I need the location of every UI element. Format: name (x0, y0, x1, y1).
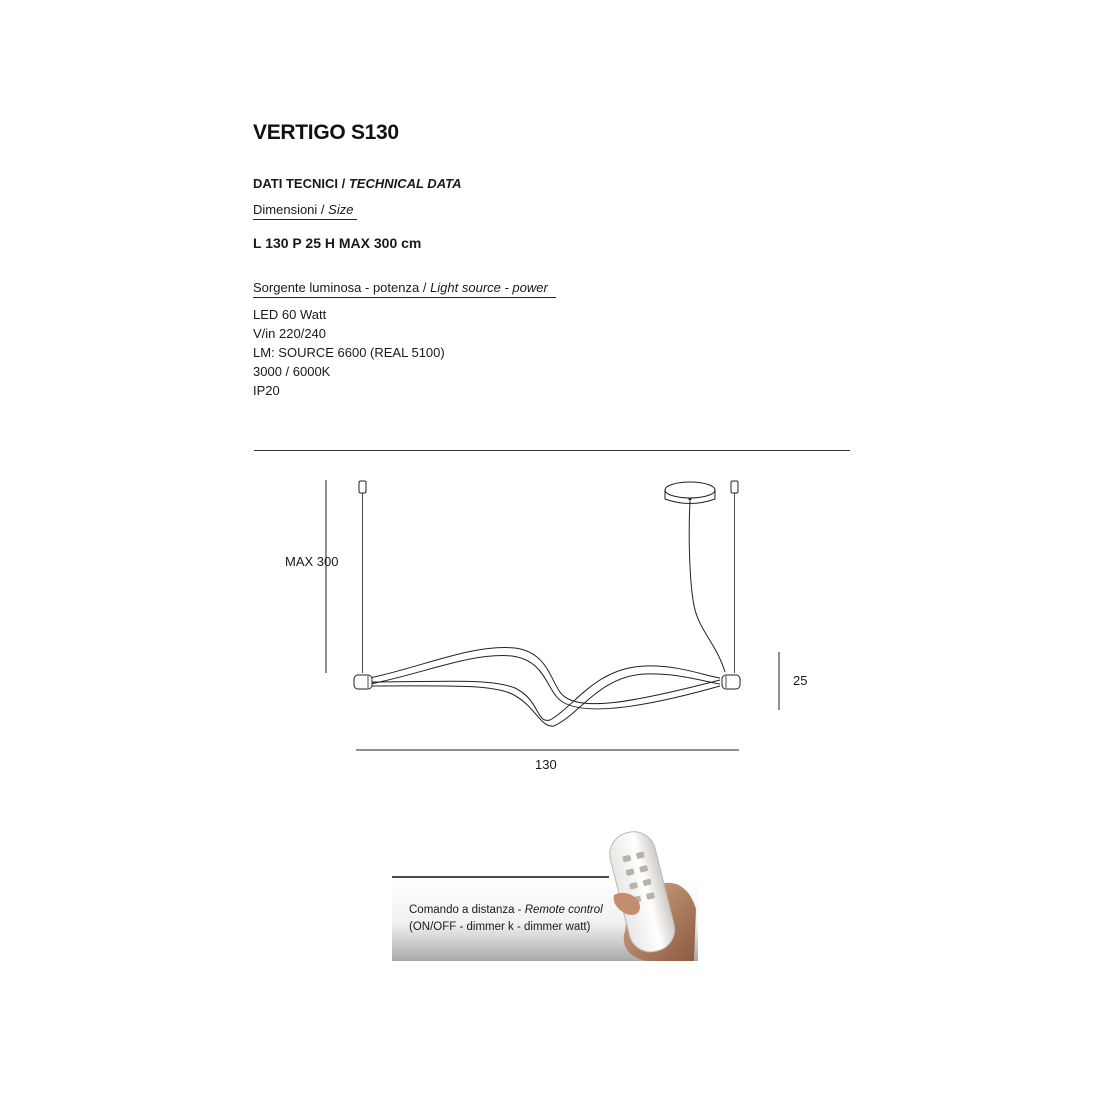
light-source-label-en: Light source - power (430, 280, 548, 295)
height-dimension-label: MAX 300 (285, 554, 339, 569)
right-ceiling-anchor (731, 481, 738, 493)
left-ceiling-anchor (359, 481, 366, 493)
light-source-label-it: Sorgente luminosa - potenza (253, 280, 420, 295)
spec-item: LED 60 Watt (253, 307, 327, 322)
remote-control-functions: (ON/OFF - dimmer k - dimmer watt) (409, 921, 591, 933)
dimensions-value: L 130 P 25 H MAX 300 cm (253, 235, 422, 251)
remote-title-en: Remote control (524, 904, 603, 916)
depth-dimension-label: 25 (793, 673, 808, 688)
led-band (370, 648, 720, 727)
width-dimension-label: 130 (535, 757, 557, 772)
remote-title-separator: - (514, 904, 525, 916)
remote-title-it: Comando a distanza (409, 904, 515, 916)
spec-item: V/in 220/240 (253, 326, 327, 341)
size-label-en: Size (328, 202, 354, 217)
section-divider (254, 450, 850, 451)
size-label (253, 202, 357, 220)
remote-control-title (409, 902, 603, 919)
spec-item: LM: SOURCE 6600 (REAL 5100) (253, 345, 445, 360)
product-title: VERTIGO S130 (253, 121, 399, 144)
technical-data-separator: / (337, 176, 349, 191)
left-end-cap (354, 675, 372, 689)
right-end-cap (722, 675, 740, 689)
size-label-it: Dimensioni (253, 202, 318, 217)
light-source-separator: / (419, 280, 431, 295)
light-source-label (253, 280, 556, 298)
remote-control-caption (409, 902, 603, 936)
spec-item: IP20 (253, 383, 280, 398)
lamp-drawing (250, 470, 850, 790)
technical-data-it: DATI TECNICI (253, 176, 338, 191)
remote-control-panel (392, 825, 698, 961)
spec-item: 3000 / 6000K (253, 364, 331, 379)
power-cable (689, 501, 725, 672)
spec-list (253, 305, 445, 400)
ceiling-canopy (665, 482, 715, 504)
technical-data-heading (253, 176, 462, 191)
size-label-separator: / (317, 202, 329, 217)
technical-data-en: TECHNICAL DATA (348, 176, 462, 191)
